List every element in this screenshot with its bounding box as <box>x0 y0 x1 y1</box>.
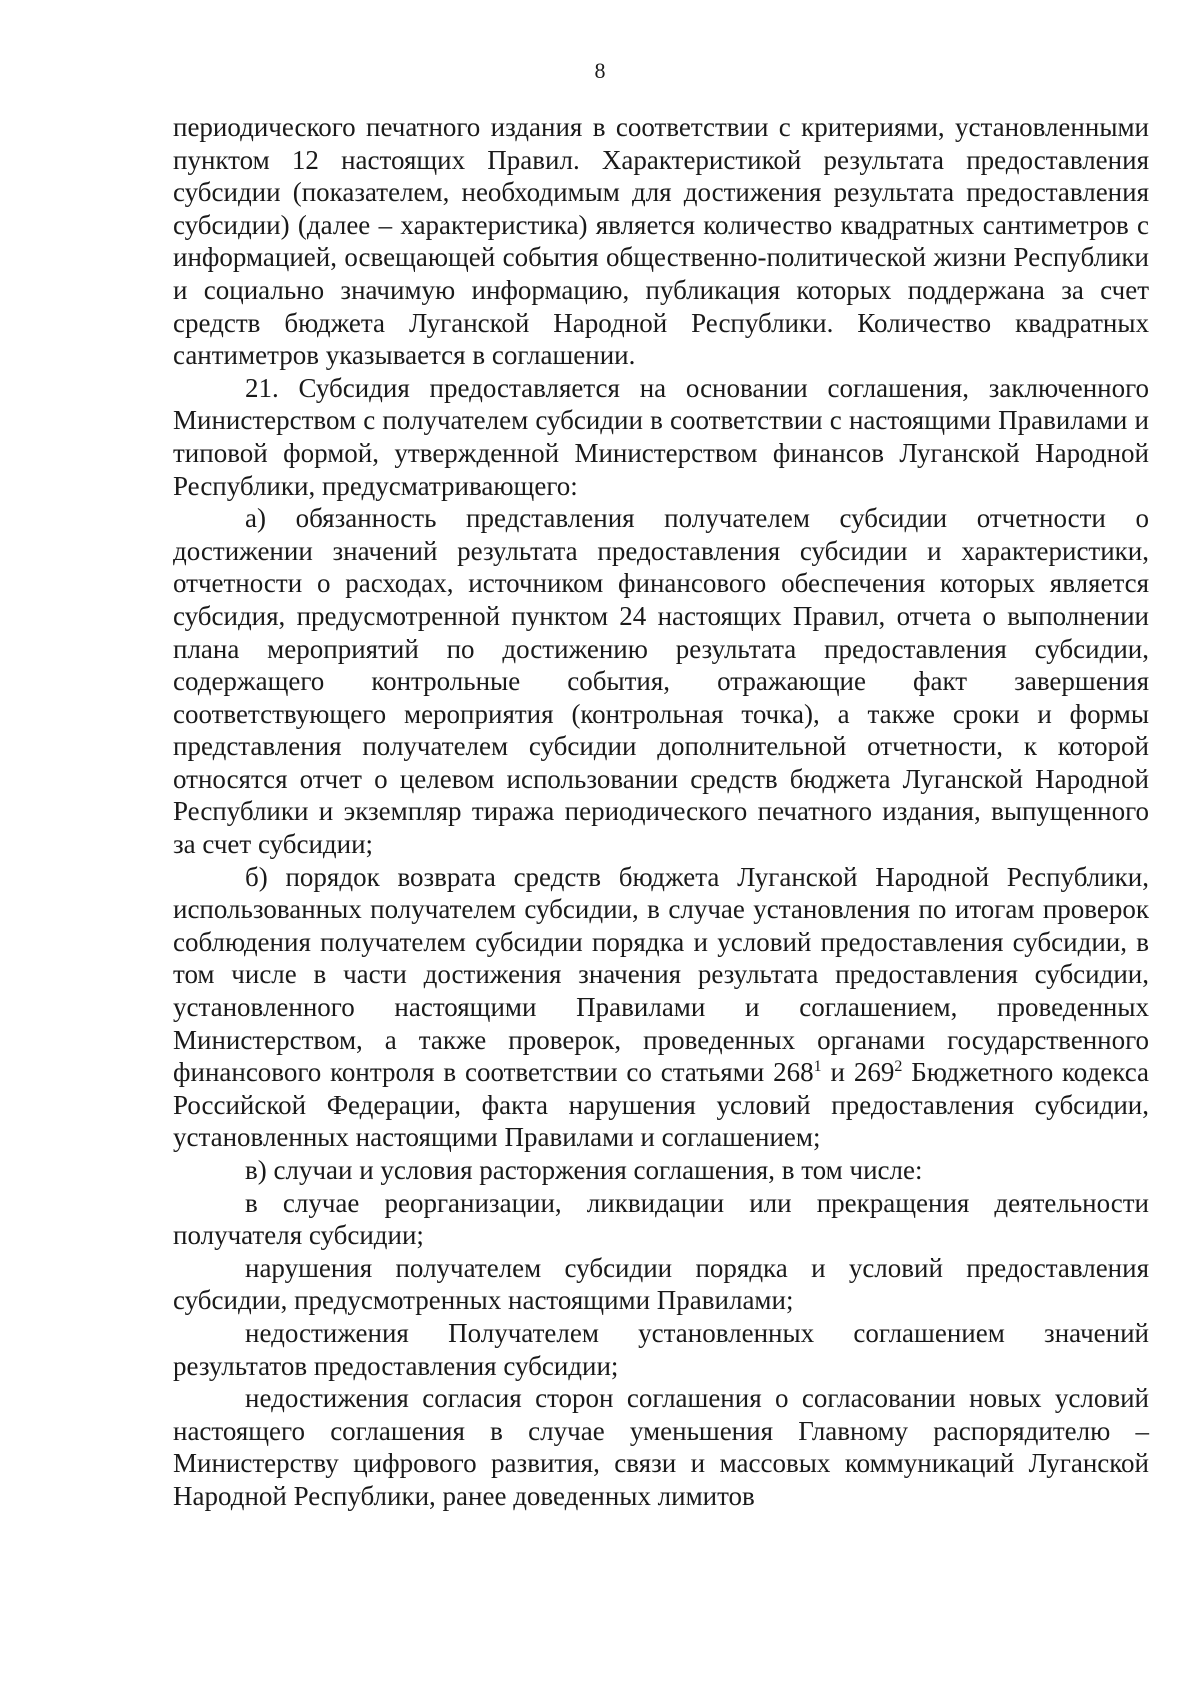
paragraph-no-agreement: недостижения согласия сторон соглашения о согласовании новых условий настоящего соглашения в случае уменьшения Главному распорядителю – Министерству цифрового развития, связи и массовых коммуникаций Луганской Народной Республики, ранее доведенных лимитов <box>173 1383 1149 1511</box>
paragraph-item-b <box>173 861 1149 1154</box>
paragraph-non-achievement: недостижения Получателем установленных соглашением значений результатов предоставления субсидии; <box>173 1317 1149 1381</box>
paragraph-item-v: в) случаи и условия расторжения соглашения, в том числе: <box>245 1155 923 1185</box>
paragraph-continuation: периодического печатного издания в соответствии с критериями, установленными пунктом 12 настоящих Правил. Характеристикой результата предоставления субсидии (показателем, необходимым для достижения результата предоставления субсидии) (далее – характеристика) является количество квадратных сантиметров с информацией, освещающей события общественно-политической жизни Республики и социально значимую информацию, публикация которых поддержана за счет средств бюджета Луганской Народной Республики. Количество квадратных сантиметров указывается в соглашении. <box>173 112 1149 371</box>
superscript-1: 1 <box>813 1058 822 1076</box>
paragraph-item-b-text-3: Бюджетного кодекса Российской Федерации, факта нарушения условий предоставления субсидии, установленных настоящими Правилами и соглашением; <box>173 1057 1149 1153</box>
paragraph-reorganization: в случае реорганизации, ликвидации или прекращения деятельности получателя субсидии; <box>173 1187 1149 1251</box>
paragraph-clause-21: 21. Субсидия предоставляется на основании соглашения, заключенного Министерством с получателем субсидии в соответствии с настоящими Правилами и типовой формой, утвержденной Министерством финансов Луганской Народной Республики, предусматривающего: <box>173 372 1149 501</box>
paragraph-item-b-text-2: и 269 <box>821 1057 895 1088</box>
paragraph-item-b-text-1: б) порядок возврата средств бюджета Луганской Народной Республики, использованных получателем субсидии, в случае установления по итогам проверок соблюдения получателем субсидии порядка и условий предоставления субсидии, в том числе в части достижения значения результата предоставления субсидии, установленного настоящими Правилами и соглашением, проведенных Министерством, а также проверок, проведенных органами государственного финансового контроля в соответствии со статьями 268 <box>173 861 1149 1088</box>
paragraph-violation: нарушения получателем субсидии порядка и условий предоставления субсидии, предусмотренных настоящими Правилами; <box>173 1252 1149 1316</box>
paragraph-item-a: а) обязанность представления получателем субсидии отчетности о достижении значений результата предоставления субсидии и характеристики, отчетности о расходах, источником финансового обеспечения которых является субсидия, предусмотренной пунктом 24 настоящих Правил, отчета о выполнении плана мероприятий по достижению результата предоставления субсидии, содержащего контрольные события, отражающие факт завершения соответствующего мероприятия (контрольная точка), а также сроки и формы представления получателем субсидии дополнительной отчетности, к которой относятся отчет о целевом использовании средств бюджета Луганской Народной Республики и экземпляр тиража периодического печатного издания, выпущенного за счет субсидии; <box>173 503 1149 860</box>
document-body <box>173 111 1149 1513</box>
page-number: 8 <box>594 58 606 83</box>
superscript-2: 2 <box>894 1058 903 1076</box>
